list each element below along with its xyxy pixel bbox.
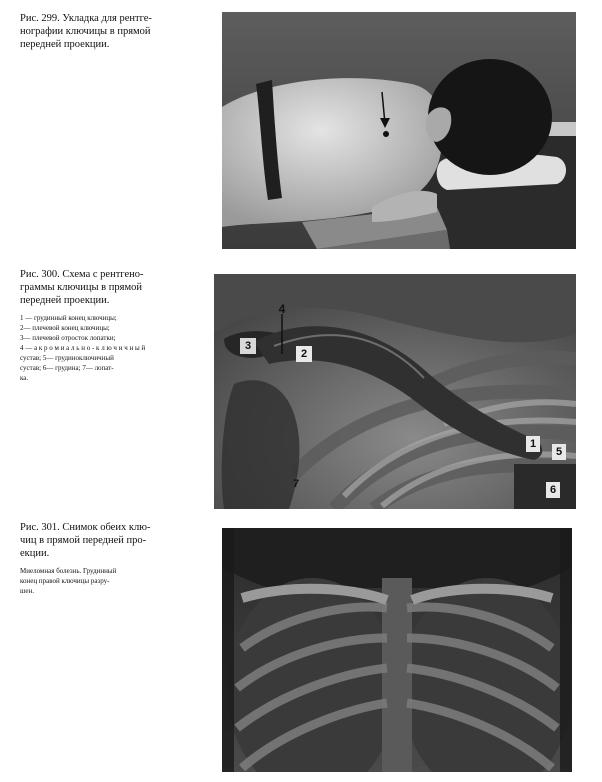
legend-item: сустав; 6— грудина; 7— лопат-: [20, 364, 114, 372]
note-line: Миеломная болезнь. Грудинный: [20, 567, 117, 575]
legend-item: 3— плечевой отросток лопатки;: [20, 334, 116, 342]
figure-300-legend: [20, 313, 195, 383]
note-line: конец правой ключицы разру-: [20, 577, 110, 585]
legend-item: сустав; 5— грудиноключичный: [20, 354, 114, 362]
figure-299-caption: [20, 12, 210, 51]
figure-301-caption: [20, 521, 200, 596]
figure-301-note: [20, 566, 200, 596]
marker-3: 3: [240, 338, 256, 354]
marker-6: 6: [546, 482, 560, 498]
marker-7: 7: [292, 478, 300, 490]
figure-299-title: Рис. 299. Укладка для рентге- нографии ключицы в прямой передней проекции.: [20, 13, 152, 50]
figure-300-title: Рис. 300. Схема с рентгено- граммы ключицы в прямой передней проекции.: [20, 269, 144, 306]
figure-299-photo: [222, 12, 576, 249]
legend-item: 1 — грудинный конец ключицы;: [20, 314, 117, 322]
marker-1: 1: [526, 436, 540, 452]
legend-item: 2— плечевой конец ключицы;: [20, 324, 110, 332]
legend-item: ка.: [20, 374, 29, 382]
marker-5: 5: [552, 444, 566, 460]
figure-300-xray-schema: [214, 274, 576, 509]
figure-300-caption: [20, 268, 195, 383]
marker-4: 4: [278, 302, 286, 316]
figure-301-title: Рис. 301. Снимок обеих клю- чиц в прямой передней про- екции.: [20, 522, 151, 559]
note-line: шен.: [20, 587, 34, 595]
figure-301-xray: [222, 528, 572, 772]
legend-item: 4 — а к р о м и а л ь н о - к л ю ч и ч н ы й: [20, 344, 146, 352]
marker-2: 2: [296, 346, 312, 362]
